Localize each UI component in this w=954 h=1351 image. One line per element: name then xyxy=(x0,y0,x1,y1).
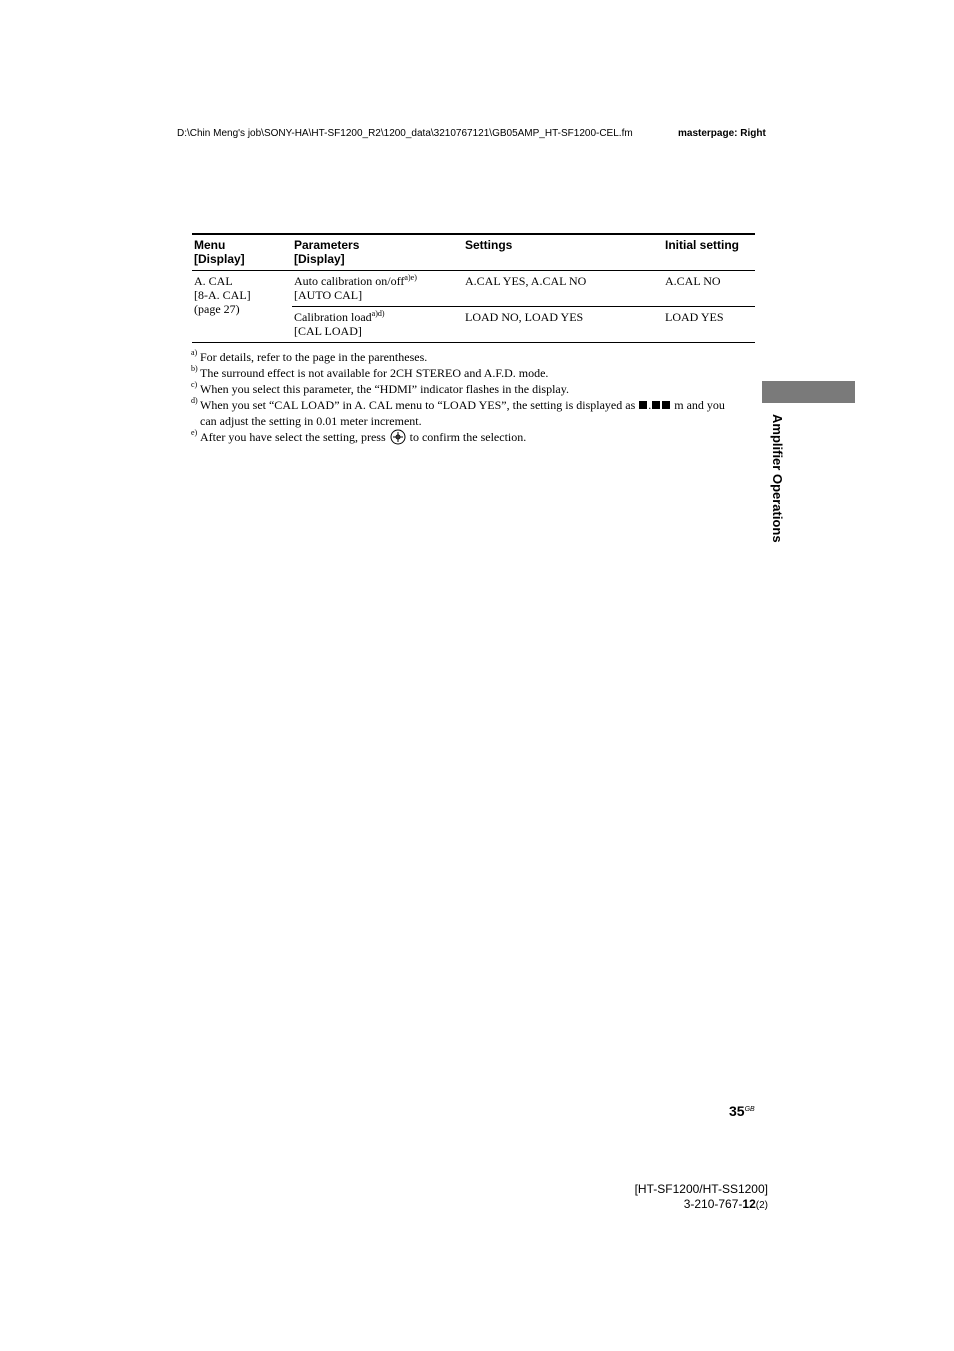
col-header-parameters: Parameters [Display] xyxy=(292,234,463,271)
enter-button-icon xyxy=(390,429,406,449)
initial-cell: LOAD YES xyxy=(663,307,755,343)
footnote-b: b) The surround effect is not available for 2CH STEREO and A.F.D. mode. xyxy=(191,364,549,380)
footer-code: 3-210-767-12(2) xyxy=(683,1197,768,1211)
table-header-row xyxy=(192,234,755,271)
section-tab-marker xyxy=(762,381,855,403)
footnote-c: c) When you select this parameter, the “HDMI” indicator flashes in the display. xyxy=(191,380,569,396)
settings-cell: LOAD NO, LOAD YES xyxy=(463,307,663,343)
col-header-settings: Settings xyxy=(463,234,663,271)
settings-cell: A.CAL YES, A.CAL NO xyxy=(463,271,663,307)
section-label: Amplifier Operations xyxy=(770,414,785,543)
header-file-path: D:\Chin Meng's job\SONY-HA\HT-SF1200_R2\1200_data\3210767121\GB05AMP_HT-SF1200-CEL.fm xyxy=(177,128,633,139)
header-masterpage: masterpage: Right xyxy=(678,128,766,139)
initial-cell: A.CAL NO xyxy=(663,271,755,307)
col-header-menu: Menu [Display] xyxy=(192,234,292,271)
footer-model: [HT-SF1200/HT-SS1200] xyxy=(634,1182,768,1196)
footnote-d: d) When you set “CAL LOAD” in A. CAL menu to “LOAD YES”, the setting is displayed as . m and you can adjust the setting in 0.01 meter increment. xyxy=(191,396,725,428)
footnote-a: a) For details, refer to the page in the parentheses. xyxy=(191,348,428,364)
page-number: $35^{GB}$ xyxy=(729,1103,755,1119)
footnote-e: e) After you have select the setting, press to confirm the selection. xyxy=(191,429,756,449)
param-cell: Auto calibration on/off$^{a)e)}$ [AUTO CAL] xyxy=(292,271,463,307)
digit-block-icon xyxy=(662,401,670,409)
settings-table xyxy=(192,233,755,343)
footnotes xyxy=(191,349,756,449)
param-cell: Calibration load$^{a)d)}$ [CAL LOAD] xyxy=(292,307,463,343)
digit-block-icon xyxy=(652,401,660,409)
digit-block-icon xyxy=(639,401,647,409)
col-header-initial: Initial setting xyxy=(663,234,755,271)
table-row xyxy=(192,271,755,307)
menu-cell: A. CAL [8-A. CAL] (page 27) xyxy=(192,271,292,343)
